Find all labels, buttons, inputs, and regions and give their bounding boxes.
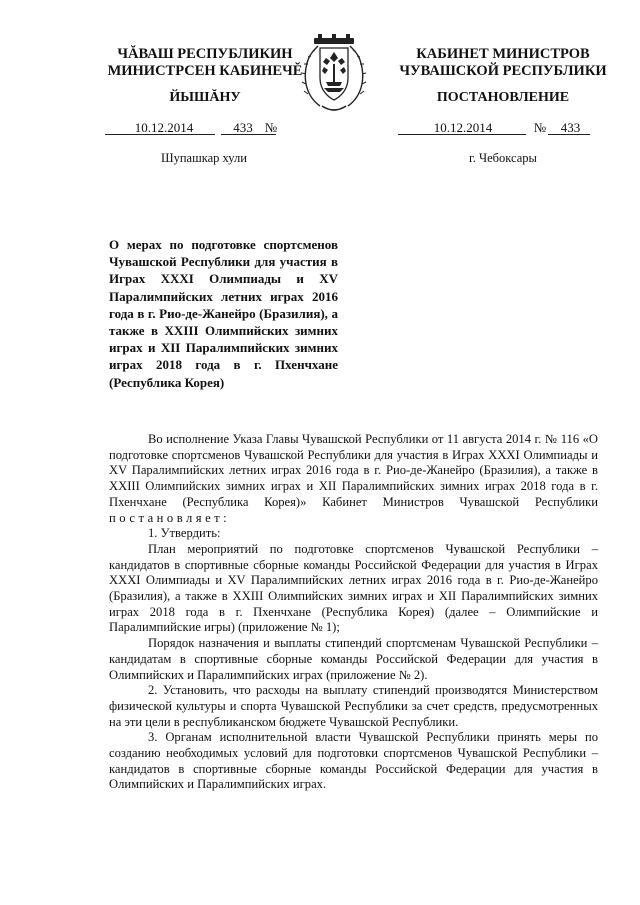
right-number-sign: №: [533, 120, 547, 135]
header-left-line1: ЧĂВАШ РЕСПУБЛИКИН: [117, 46, 293, 62]
header-left-chuvash: [105, 46, 305, 80]
left-number-line: [95, 120, 315, 136]
left-date-underline: [105, 134, 215, 135]
item1-plan: План мероприятий по подготовке спортсменов Чувашской Республики – кандидатов в спортивные сборные команды Российской Федерации для участия в Играх XXXI Олимпиады и XV Паралимпийских летних играх 2016 года в г. Рио-де-Жанейро (Бразилия), а также в XXIII Олимпийских зимних играх и XII Паралимпийских зимних играх 2018 года в г. Пхенчхане (Республика Корея) (далее – Олимпийские и Паралимпийские игры) (приложение № 1);: [109, 541, 598, 635]
decree-subject: О мерах по подготовке спортсменов Чувашской Республики для участия в Играх XXXI Олимпиады и XV Паралимпийских летних играх 2016 года в г. Рио-де-Жанейро (Бразилия), а также в XXIII Олимпийских зимних играх и XII Паралимпийских зимних играх 2018 года в г. Пхенчхане (Республика Корея): [109, 237, 338, 390]
right-number-underline: [548, 134, 590, 135]
header-right-russian: [398, 46, 608, 80]
right-number-line: [398, 120, 608, 136]
header-right-line1: КАБИНЕТ МИНИСТРОВ: [416, 46, 590, 62]
city-left: Шупашкар хули: [161, 151, 247, 165]
header-left-title: ЙЫШĂНУ: [169, 90, 241, 105]
item1-order: Порядок назначения и выплаты стипендий спортсменам Чувашской Республики – кандидатам в спортивные сборные команды Российской Федерации для участия в Олимпийских и Паралимпийских играх (приложение № 2).: [109, 636, 598, 682]
item2-paragraph: 2. Установить, что расходы на выплату стипендий производятся Министерством физической культуры и спорта Чувашской Республики за счет средств, предусмотренных на эти цели в республиканском бюджете Чувашской Республики.: [109, 683, 598, 729]
header-right-line2: ЧУВАШСКОЙ РЕСПУБЛИКИ: [399, 63, 607, 79]
right-number: 433: [560, 120, 581, 135]
item3-paragraph: 3. Органам исполнительной власти Чувашской Республики принять меры по созданию необходимых условий для подготовки спортсменов Чувашской Республики – кандидатов в спортивные сборные команды Российской Федерации для участия в Олимпийских и Паралимпийских играх.: [109, 730, 598, 792]
header-left-line2: МИНИСТРСЕН КАБИНЕЧĔ: [107, 63, 303, 79]
intro-paragraph: [109, 432, 598, 526]
right-date: 10.12.2014: [433, 120, 493, 135]
left-number-sign: №: [264, 120, 278, 135]
intro-text: Во исполнение Указа Главы Чувашской Республики от 11 августа 2014 г. № 116 «О подготовке спортсменов Чувашской Республики для участия в Играх XXXI Олимпиады и XV Паралимпийских летних играх 2016 года в г. Рио-де-Жанейро (Бразилия), а также в XXIII Олимпийских зимних играх и XII Паралимпийских зимних играх 2018 года в г. Пхенчхане (Республика Корея)» Кабинет Министров Чувашской Республики: [109, 432, 598, 509]
decree-word: постановляет:: [109, 510, 231, 525]
chuvash-emblem-icon: [300, 34, 368, 114]
right-date-underline: [398, 134, 526, 135]
city-right: г. Чебоксары: [469, 151, 537, 165]
left-date: 10.12.2014: [134, 120, 194, 135]
left-number-underline: [221, 134, 276, 135]
header-right-title: ПОСТАНОВЛЕНИЕ: [436, 90, 570, 105]
item1-heading: 1. Утвердить:: [148, 526, 221, 541]
decree-body: [109, 432, 598, 793]
left-number: 433: [233, 120, 253, 135]
